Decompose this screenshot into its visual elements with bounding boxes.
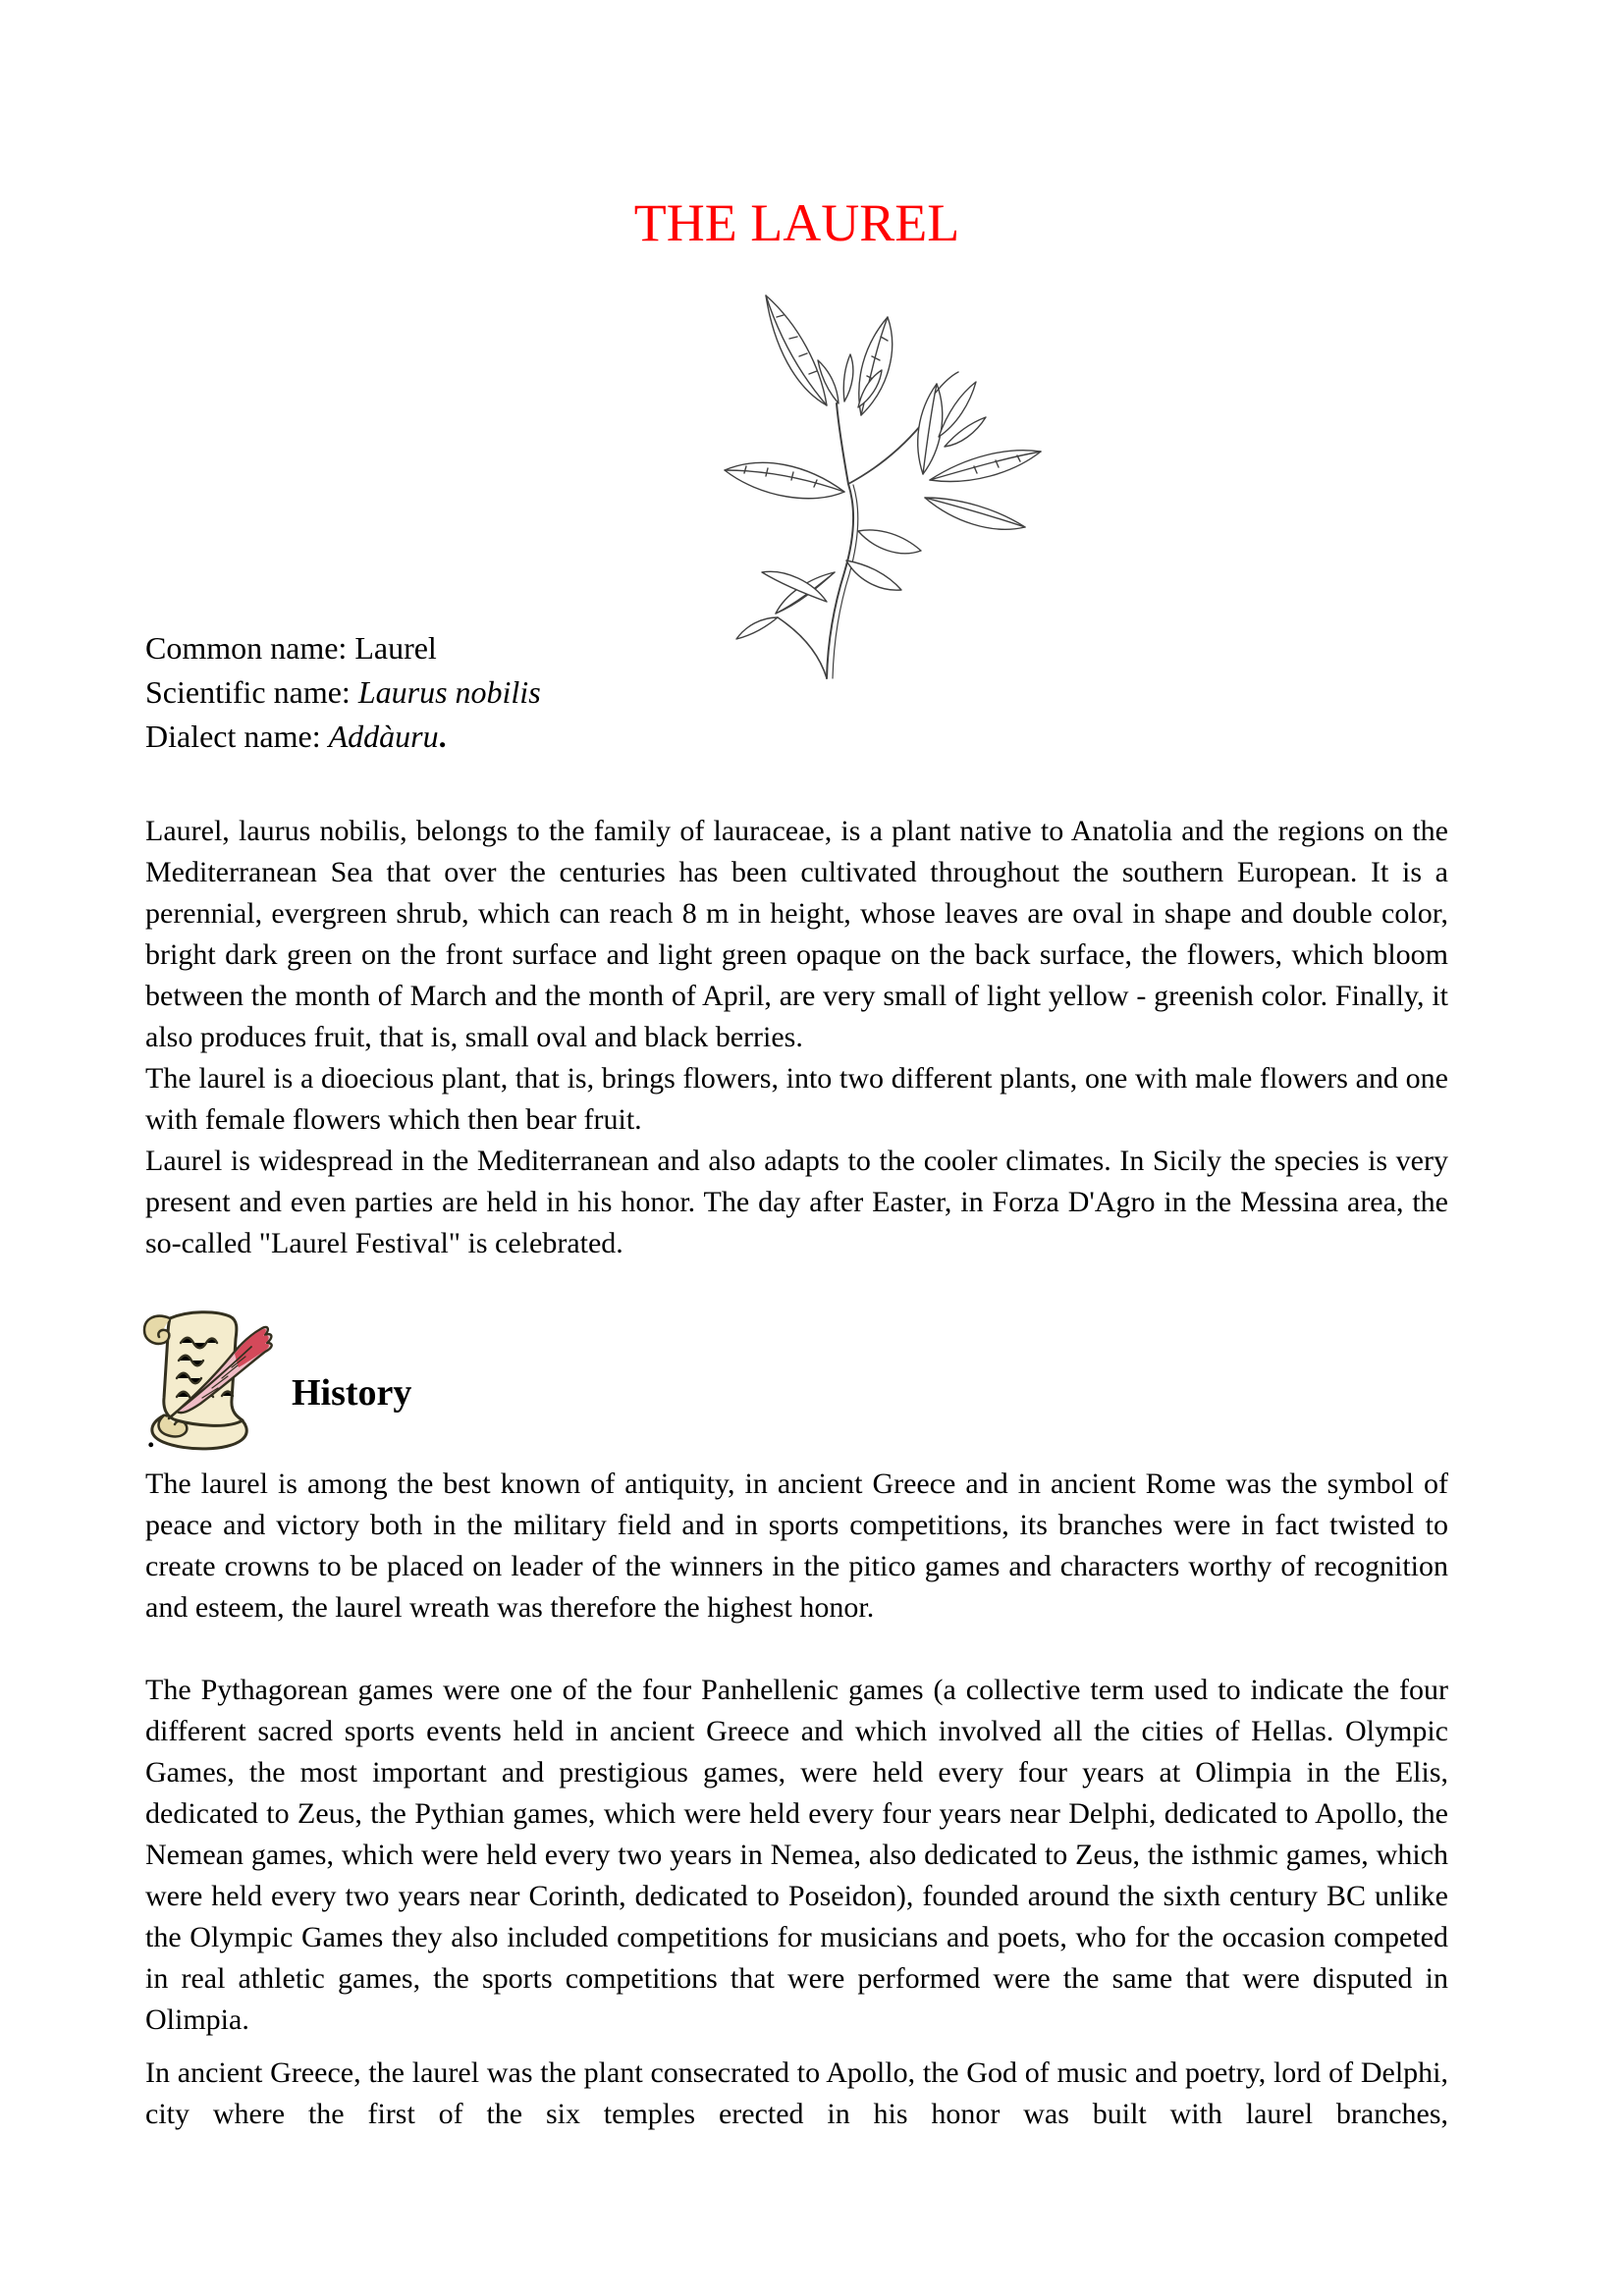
intro-text-block [145,811,1448,1264]
intro-paragraph-2: The laurel is a dioecious plant, that is, brings flowers, into two different plants, one with male flowers and one with female flowers which then bear fruit. [145,1062,1448,1136]
common-name-label: Common name: [145,630,355,666]
history-paragraph-2: The Pythagorean games were one of the four Panhellenic games (a collective term used to indicate the four different sacred sports events held in ancient Greece and which involved all the cities of Hellas. Olympic Games, the most important and prestigious games, were held every four years at Olimpia in the Elis, dedicated to Zeus, the Pythian games, which were held every four years near Delphi, dedicated to Apollo, the Nemean games, which were held every two years in Nemea, also dedicated to Zeus, the isthmic games, which were held every two years near Corinth, dedicated to Poseidon), founded around the sixth century BC unlike the Olympic Games they also included competitions for musicians and poets, who for the occasion competed in real athletic games, the sports competitions that were performed were the same that were disputed in Olimpia. [145,1674,1448,2036]
scientific-name-label: Scientific name: [145,674,358,710]
scientific-name-value: Laurus nobilis [357,674,541,710]
scientific-name-line [145,670,541,715]
history-section-header [137,1306,727,1453]
history-paragraph-3: In ancient Greece, the laurel was the plant consecrated to Apollo, the God of music and poetry, lord of Delphi, city where the first of the six temples erected in his honor was built with laurel branches, [145,2056,1448,2130]
dialect-name-label: Dialect name: [145,719,329,754]
scroll-quill-icon [137,1306,290,1453]
history-paragraph-1: The laurel is among the best known of antiquity, in ancient Greece and in ancient Rome was the symbol of peace and victory both in the military field and in sports competitions, its branches were in fact twisted to create crowns to be placed on leader of the winners in the pitico games and characters worthy of recognition and esteem, the laurel wreath was therefore the highest honor. [145,1468,1448,1624]
common-name-value: Laurel [354,630,437,666]
common-name-line [145,626,541,670]
history-text-block [145,1464,1448,2135]
intro-paragraph-1: Laurel, laurus nobilis, belongs to the family of lauraceae, is a plant native to Anatolia and the regions on the Mediterranean Sea that over the centuries has been cultivated throughout the southern European. It is a perennial, evergreen shrub, which can reach 8 m in height, whose leaves are oval in shape and double color, bright dark green on the front surface and light green opaque on the back surface, the flowers, which bloom between the month of March and the month of April, are very small of light yellow - greenish color. Finally, it also produces fruit, that is, small oval and black berries. [145,815,1448,1053]
dialect-name-period: . [438,719,447,754]
page-title: THE LAUREL [633,193,960,252]
laurel-branch-sketch-illustration [679,278,1051,682]
stray-period: . [147,1421,155,1454]
history-heading: History [292,1372,412,1414]
dialect-name-line [145,715,541,759]
plant-names-block [145,626,541,759]
intro-paragraph-3: Laurel is widespread in the Mediterranean and also adapts to the cooler climates. In Sicily the species is very present and even parties are held in his honor. The day after Easter, in Forza D'Agro in the Messina area, the so-called "Laurel Festival" is celebrated. [145,1145,1448,1259]
dialect-name-value: Addàuru [328,719,439,754]
